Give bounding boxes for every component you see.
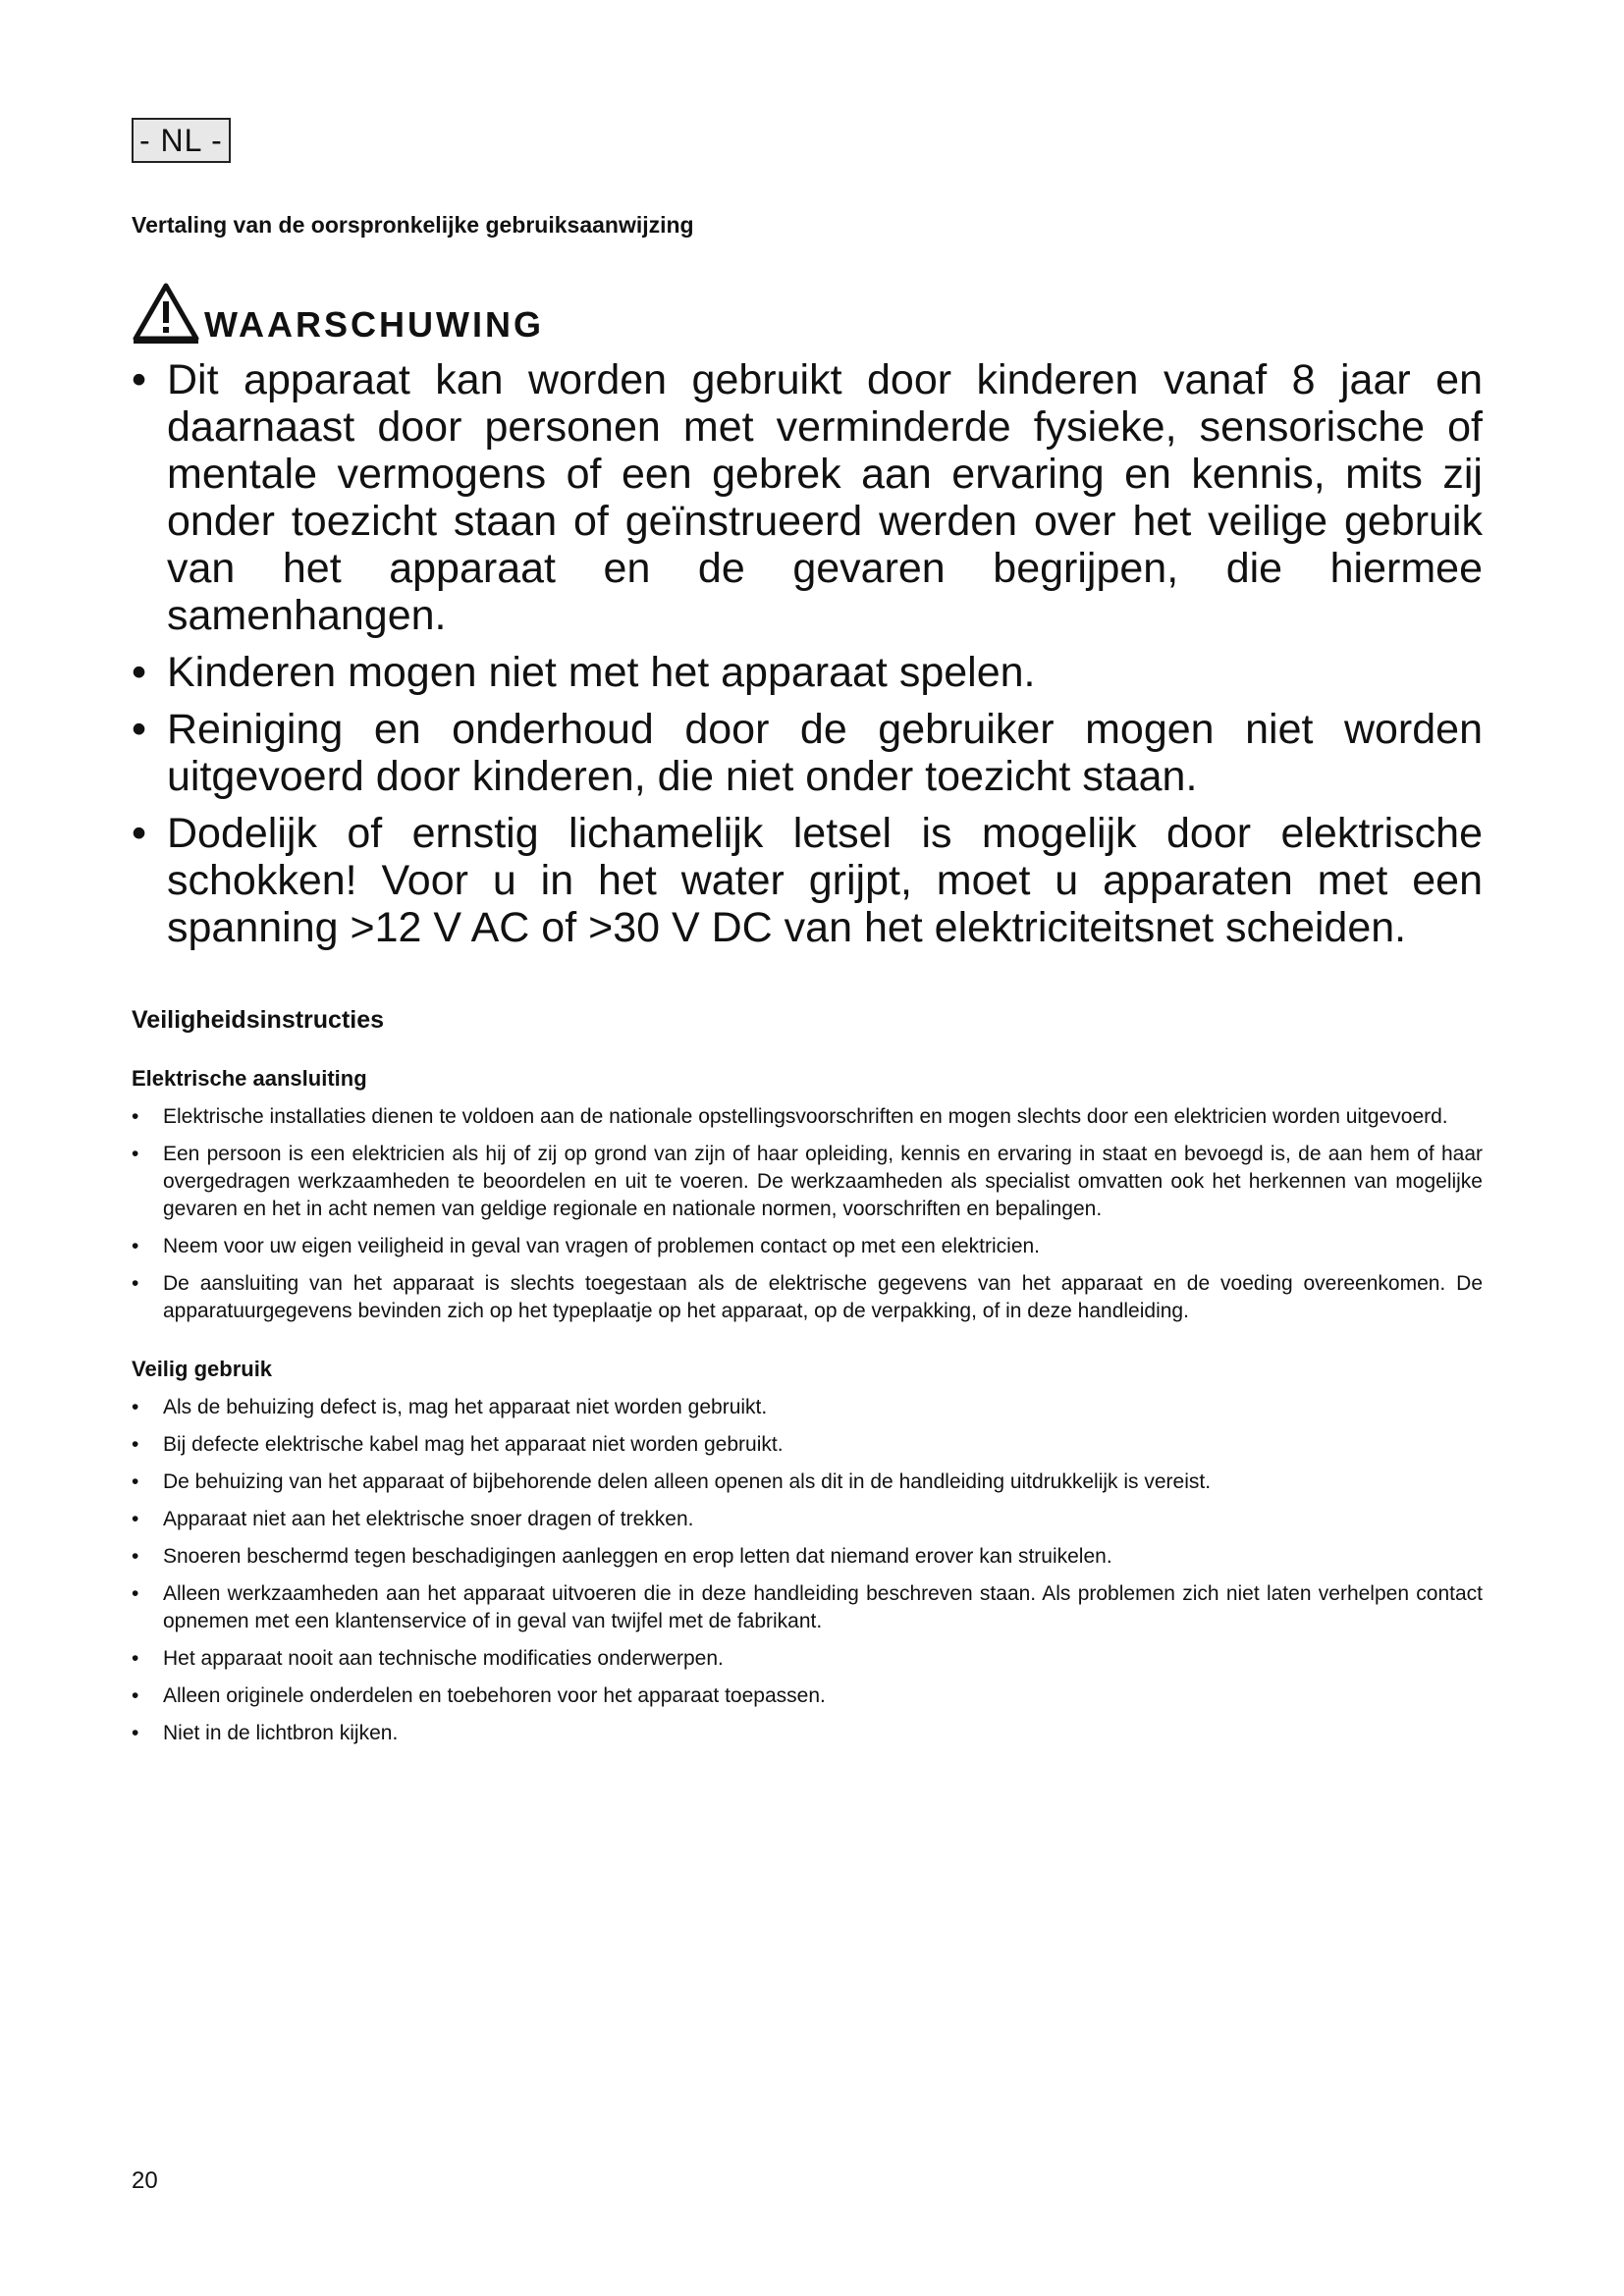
bullet: • xyxy=(132,1545,139,1568)
warning-heading xyxy=(132,274,1483,345)
bullet: • xyxy=(132,1722,139,1744)
bullet: • xyxy=(132,1235,139,1257)
warning-item: • Dit apparaat kan worden gebruikt door kinderen vanaf 8 jaar en daarnaast door personen met verminderde fysieke, sensorische of mentale vermogens of een gebrek aan ervaring en kennis, mits zij onder toezicht staan of geïnstrueerd werden over het veilige gebruik van het apparaat en de gevaren begrijpen, die hiermee samenhangen. xyxy=(132,356,1483,639)
page-number: 20 xyxy=(132,2167,158,2194)
list-item: • Het apparaat nooit aan technische modificaties onderwerpen. xyxy=(132,1645,1483,1673)
safe-use-list xyxy=(132,1394,1483,1747)
subsection-title-electrical: Elektrische aansluiting xyxy=(132,1066,367,1091)
language-label: - NL - xyxy=(132,118,231,163)
list-item: • Niet in de lichtbron kijken. xyxy=(132,1720,1483,1747)
subsection-title-safe-use: Veilig gebruik xyxy=(132,1357,273,1381)
bullet: • xyxy=(132,1508,139,1530)
bullet: • xyxy=(132,1396,139,1418)
bullet: • xyxy=(132,649,147,696)
bullet: • xyxy=(132,1470,139,1493)
bullet: • xyxy=(132,356,147,403)
bullet: • xyxy=(132,1272,139,1295)
electrical-list xyxy=(132,1103,1483,1325)
document-subtitle: Vertaling van de oorspronkelijke gebruiksaanwijzing xyxy=(132,212,694,238)
warning-triangle-icon xyxy=(132,282,200,345)
list-item: • Elektrische installaties dienen te voldoen aan de nationale opstellingsvoorschriften en mogen slechts door een elektricien worden uitgevoerd. xyxy=(132,1103,1483,1131)
list-item: • Alleen werkzaamheden aan het apparaat uitvoeren die in deze handleiding beschreven staan. Als problemen zich niet laten verhelpen contact opnemen met een klantenservice of in geval van twijfel met de fabrikant. xyxy=(132,1582,1483,1632)
bullet: • xyxy=(132,1684,139,1707)
bullet: • xyxy=(132,1647,139,1670)
document-page xyxy=(132,118,1483,1757)
warning-item: • Dodelijk of ernstig lichamelijk letsel is mogelijk door elektrische schokken! Voor u in het water grijpt, moet u apparaten met een spanning >12 V AC of >30 V DC van het elektriciteitsnet scheiden. xyxy=(132,810,1483,951)
list-item: • Bij defecte elektrische kabel mag het apparaat niet worden gebruikt. xyxy=(132,1431,1483,1459)
list-item: • De behuizing van het apparaat of bijbehorende delen alleen openen als dit in de handleiding uitdrukkelijk is vereist. xyxy=(132,1468,1483,1496)
warning-item: • Reiniging en onderhoud door de gebruiker mogen niet worden uitgevoerd door kinderen, die niet onder toezicht staan. xyxy=(132,706,1483,800)
bullet: • xyxy=(132,1143,139,1165)
list-item: • Snoeren beschermd tegen beschadigingen aanleggen en erop letten dat niemand erover kan struikelen. xyxy=(132,1543,1483,1571)
bullet: • xyxy=(132,706,147,753)
list-item: • Als de behuizing defect is, mag het apparaat niet worden gebruikt. xyxy=(132,1394,1483,1421)
bullet: • xyxy=(132,1105,139,1128)
warning-title: WAARSCHUWING xyxy=(204,304,544,345)
bullet: • xyxy=(132,1433,139,1456)
list-item: • Neem voor uw eigen veiligheid in geval van vragen of problemen contact op met een elektricien. xyxy=(132,1233,1483,1260)
list-item: • De aansluiting van het apparaat is slechts toegestaan als de elektrische gegevens van het apparaat en de voeding overeenkomen. De apparatuurgegevens bevinden zich op het typeplaatje op het apparaat, op de verpakking, of in deze handleiding. xyxy=(132,1272,1483,1322)
section-title-safety: Veiligheidsinstructies xyxy=(132,1006,385,1034)
list-item: • Apparaat niet aan het elektrische snoer dragen of trekken. xyxy=(132,1506,1483,1533)
bullet: • xyxy=(132,810,147,857)
warning-item: • Kinderen mogen niet met het apparaat spelen. xyxy=(132,649,1036,696)
list-item: • Alleen originele onderdelen en toebehoren voor het apparaat toepassen. xyxy=(132,1682,1483,1710)
bullet: • xyxy=(132,1582,139,1605)
list-item: • Een persoon is een elektricien als hij of zij op grond van zijn of haar opleiding, kennis en ervaring in staat en bevoegd is, de aan hem of haar overgedragen werkzaamheden te beoordelen en uit te voeren. De werkzaamheden als specialist omvatten ook het herkennen van mogelijke gevaren en het in acht nemen van geldige regionale en nationale normen, voorschriften en bepalingen. xyxy=(132,1143,1483,1220)
warning-list xyxy=(132,356,1483,951)
